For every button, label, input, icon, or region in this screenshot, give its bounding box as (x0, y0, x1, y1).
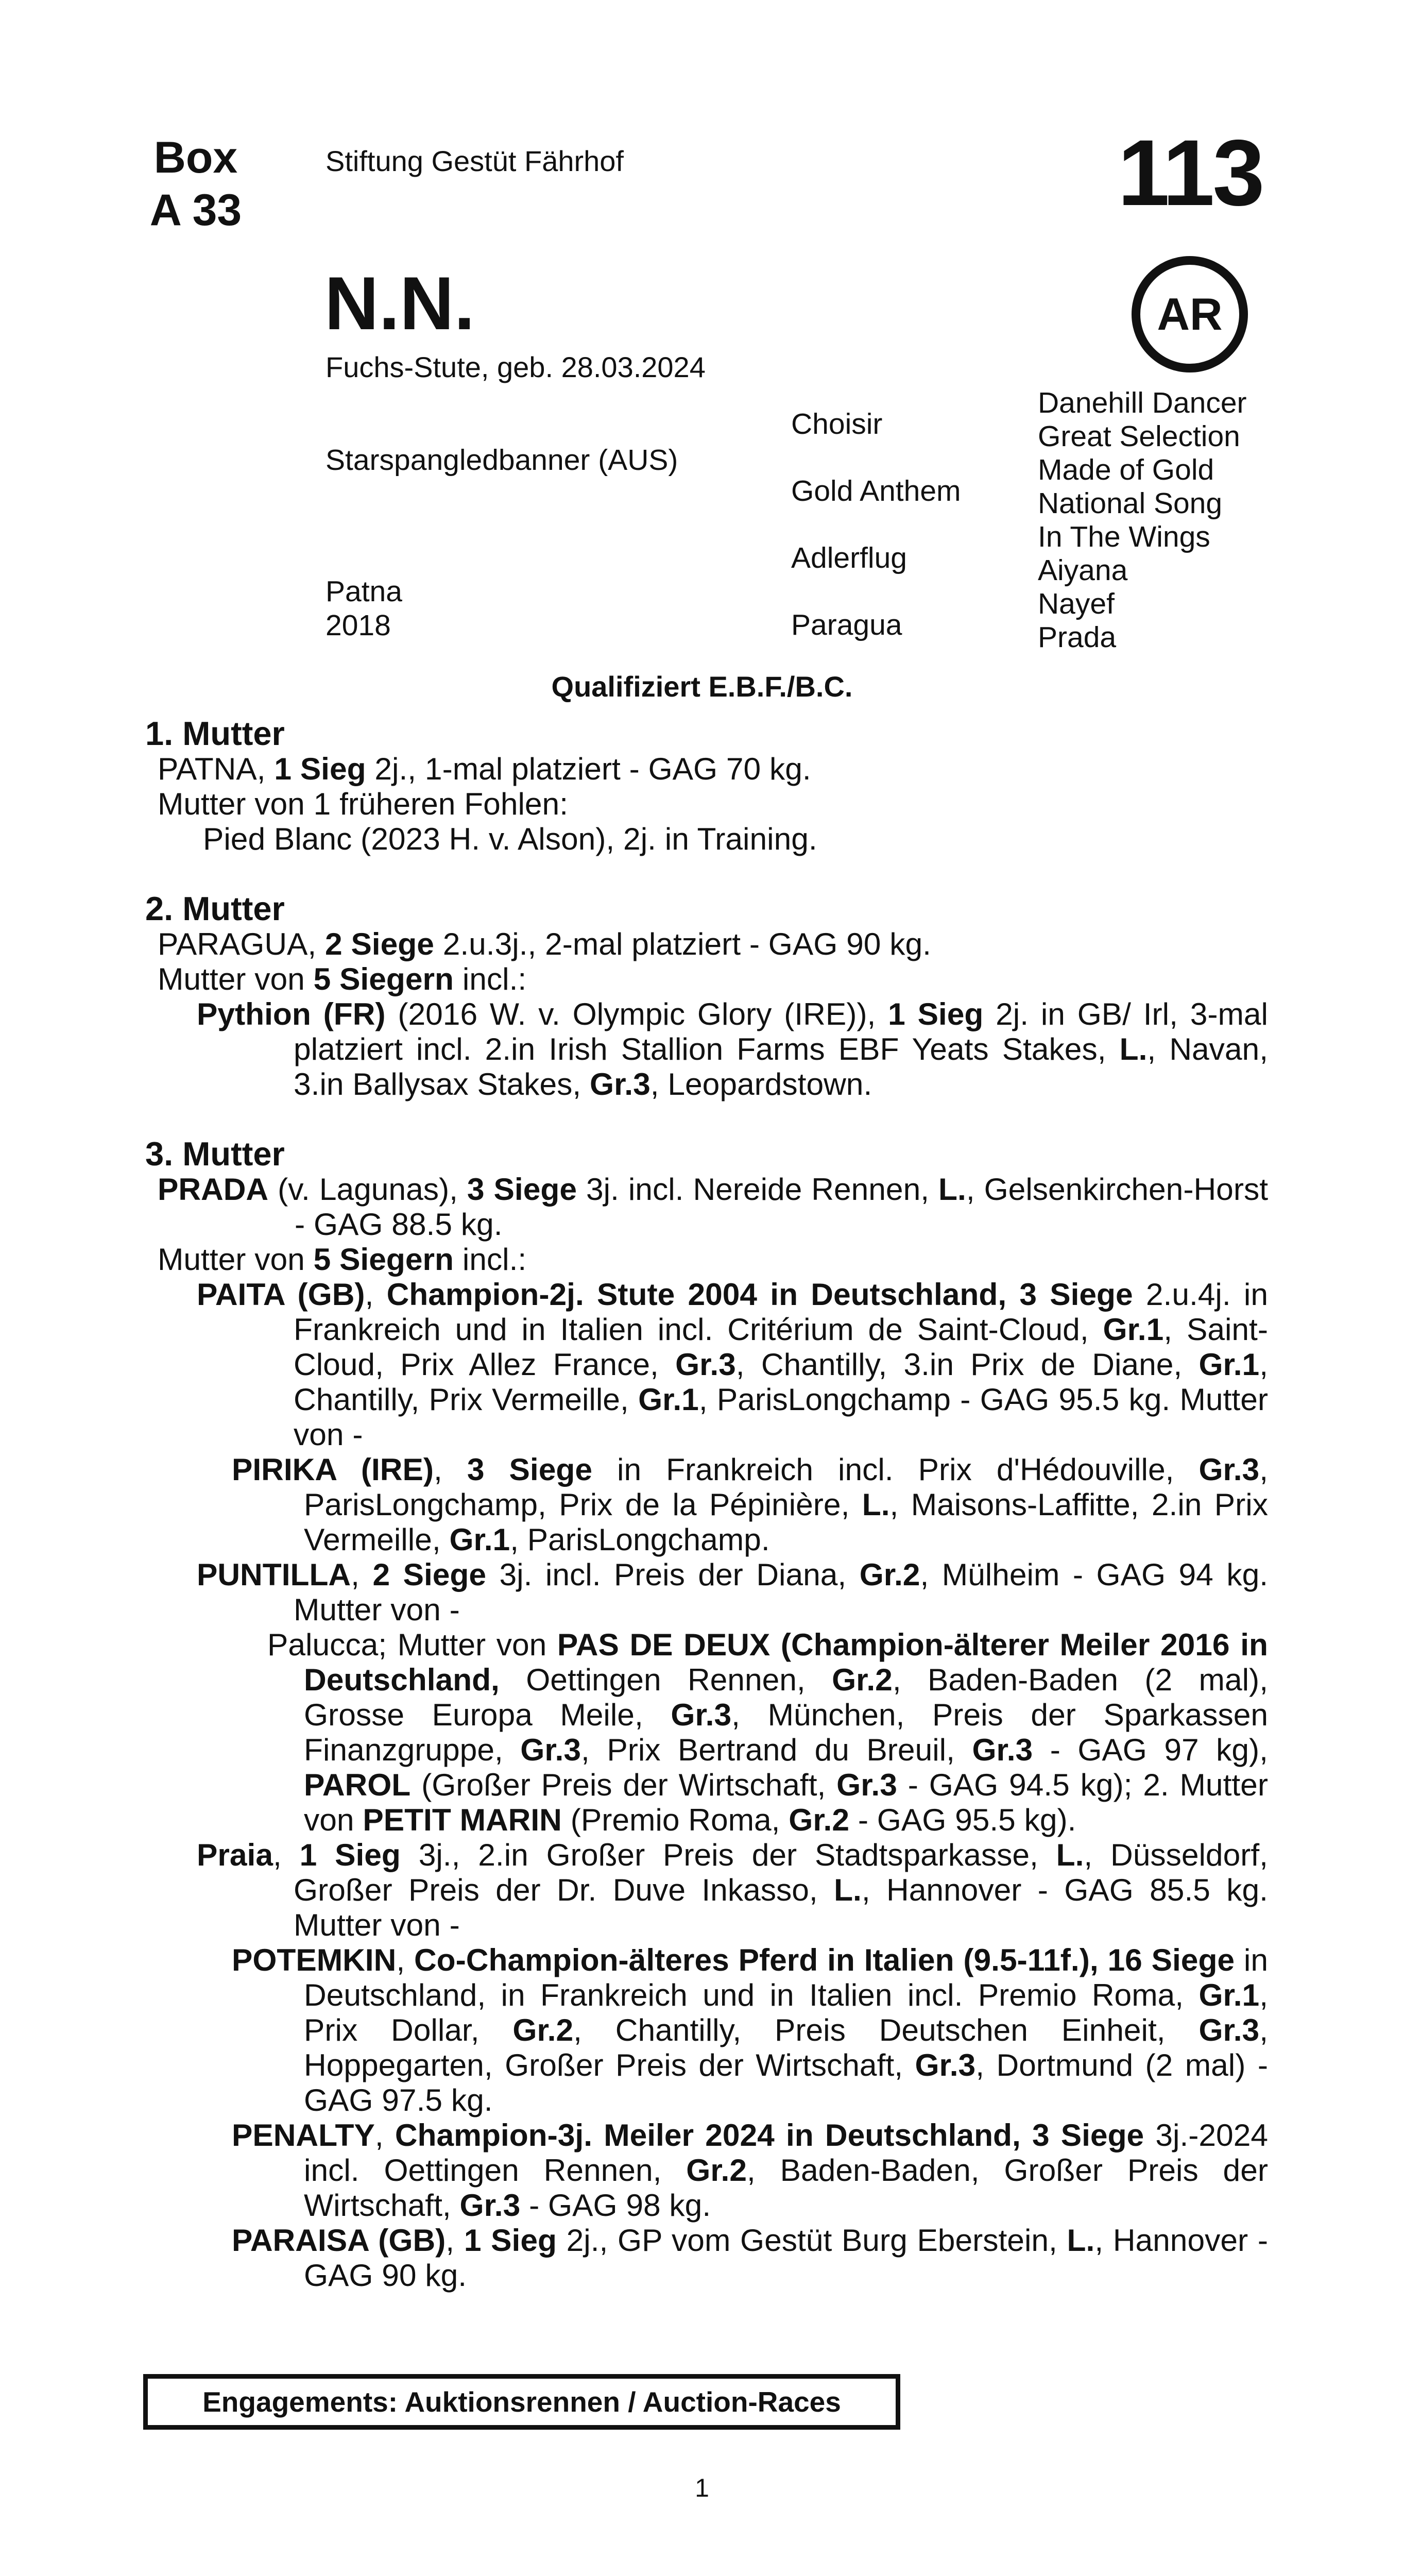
pedigree-gen3-item: National Song (1038, 487, 1223, 520)
pedigree-gen3-item: Prada (1038, 621, 1117, 654)
ar-badge (1132, 256, 1248, 372)
dam-line-content (145, 716, 1268, 2293)
dam2-winners-intro: Mutter von 5 Siegern incl.: (158, 961, 527, 996)
offspring-palucca: Palucca; Mutter von PAS DE DEUX (Champion-älterer Meiler 2016 in Deutschland, Oettingen Rennen, Gr.2, Baden-Baden (2 mal), Grosse Europa Meile, Gr.3, München, Preis der Sparkassen Finanzgruppe, Gr.3, Prix Bertrand du Breuil, Gr.3 - GAG 97 kg), PAROL (Großer Preis der Wirtschaft, Gr.3 - GAG 94.5 kg); 2. Mutter von PETIT MARIN (Premio Roma, Gr.2 - GAG 95.5 kg). (267, 1627, 1269, 1837)
pedigree-gen3-item: In The Wings (1038, 520, 1210, 553)
offspring-pirika: PIRIKA (IRE), 3 Siege in Frankreich incl. Prix d'Hédouville, Gr.3, ParisLongchamp, Prix de la Pépinière, L., Maisons-Laffitte, 2.in Prix Vermeille, Gr.1, ParisLongchamp. (232, 1452, 1269, 1557)
dam1-foals-intro: Mutter von 1 früheren Fohlen: (158, 786, 569, 821)
offspring-penalty: PENALTY, Champion-3j. Meiler 2024 in Deutschland, 3 Siege 3j.-2024 incl. Oettingen Rennen, Gr.2, Baden-Baden, Großer Preis der Wirtschaft, Gr.3 - GAG 98 kg. (232, 2117, 1268, 2223)
pedigree-dam (326, 574, 402, 642)
dam1-foal: Pied Blanc (2023 H. v. Alson), 2j. in Training. (203, 821, 817, 856)
lot-number: 113 (1118, 120, 1263, 225)
dam3-record: PRADA (v. Lagunas), 3 Siege 3j. incl. Nereide Rennen, L., Gelsenkirchen-Horst - GAG 88.5 kg. (158, 1172, 1269, 1242)
box-label-line2: A 33 (149, 185, 242, 235)
offspring-paita: PAITA (GB), Champion-2j. Stute 2004 in Deutschland, 3 Siege 2.u.4j. in Frankreich und in Italien incl. Critérium de Saint-Cloud, Gr.1, Saint-Cloud, Prix Allez France, Gr.3, Chantilly, 3.in Prix de Diane, Gr.1, Chantilly, Prix Vermeille, Gr.1, ParisLongchamp - GAG 95.5 kg. Mutter von - (197, 1277, 1269, 1452)
offspring-puntilla: PUNTILLA, 2 Siege 3j. incl. Preis der Diana, Gr.2, Mülheim - GAG 94 kg. Mutter von - (197, 1557, 1269, 1627)
horse-description: Fuchs-Stute, geb. 28.03.2024 (326, 351, 706, 383)
section-heading-2: 2. Mutter (145, 890, 285, 927)
offspring-praia: Praia, 1 Sieg 3j., 2.in Großer Preis der Stadtsparkasse, L., Düsseldorf, Großer Preis der Dr. Duve Inkasso, L., Hannover - GAG 85.5 kg. Mutter von - (197, 1837, 1268, 1942)
pedigree-sire: Starspangledbanner (AUS) (326, 444, 678, 477)
offspring-pythion: Pythion (FR) (2016 W. v. Olympic Glory (IRE)), 1 Sieg 2j. in GB/ Irl, 3-mal platziert incl. 2.in Irish Stallion Farms EBF Yeats Stakes, L., Navan, 3.in Ballysax Stakes, Gr.3, Leopardstown. (197, 996, 1269, 1101)
pedigree-gen3-item: Danehill Dancer (1038, 386, 1247, 419)
qualification: Qualifiziert E.B.F./B.C. (551, 670, 853, 703)
pedigree-gen3 (1038, 386, 1247, 654)
pedigree-dam-name: Patna (326, 575, 402, 608)
pedigree-gen2-item: Paragua (791, 608, 902, 641)
pedigree-dam-year: 2018 (326, 609, 391, 642)
dam2-record: PARAGUA, 2 Siege 2.u.3j., 2-mal platziert - GAG 90 kg. (158, 926, 931, 961)
section-heading-3: 3. Mutter (145, 1135, 285, 1173)
horse-name: N.N. (324, 261, 475, 345)
pedigree-gen3-item: Great Selection (1038, 420, 1240, 453)
ar-badge-label: AR (1157, 289, 1223, 340)
pedigree-gen3-item: Aiyana (1038, 554, 1128, 587)
box-label-line1: Box (153, 133, 238, 182)
pedigree-gen3-item: Made of Gold (1038, 453, 1214, 486)
engagements-box (143, 2374, 900, 2430)
dam3-winners-intro: Mutter von 5 Siegern incl.: (158, 1242, 527, 1277)
pedigree-gen2-item: Gold Anthem (791, 474, 961, 507)
page-number: 1 (695, 2473, 709, 2502)
pedigree-gen2-item: Adlerflug (791, 541, 907, 574)
pedigree-gen2-item: Choisir (791, 408, 883, 440)
box-label (139, 131, 252, 236)
offspring-paraisa: PARAISA (GB), 1 Sieg 2j., GP vom Gestüt Burg Eberstein, L., Hannover - GAG 90 kg. (232, 2223, 1268, 2293)
engagements-label: Engagements: Auktionsrennen / Auction-Races (202, 2386, 841, 2418)
offspring-potemkin: POTEMKIN, Co-Champion-älteres Pferd in Italien (9.5-11f.), 16 Siege in Deutschland, in Frankreich und in Italien incl. Premio Roma, Gr.1, Prix Dollar, Gr.2, Chantilly, Preis Deutschen Einheit, Gr.3, Hoppegarten, Großer Preis der Wirtschaft, Gr.3, Dortmund (2 mal) - GAG 97.5 kg. (232, 1942, 1269, 2117)
breeder: Stiftung Gestüt Fährhof (326, 145, 624, 177)
pedigree-gen3-item: Nayef (1038, 587, 1115, 620)
dam1-record: PATNA, 1 Sieg 2j., 1-mal platziert - GAG 70 kg. (158, 751, 811, 786)
section-heading-1: 1. Mutter (145, 715, 285, 752)
